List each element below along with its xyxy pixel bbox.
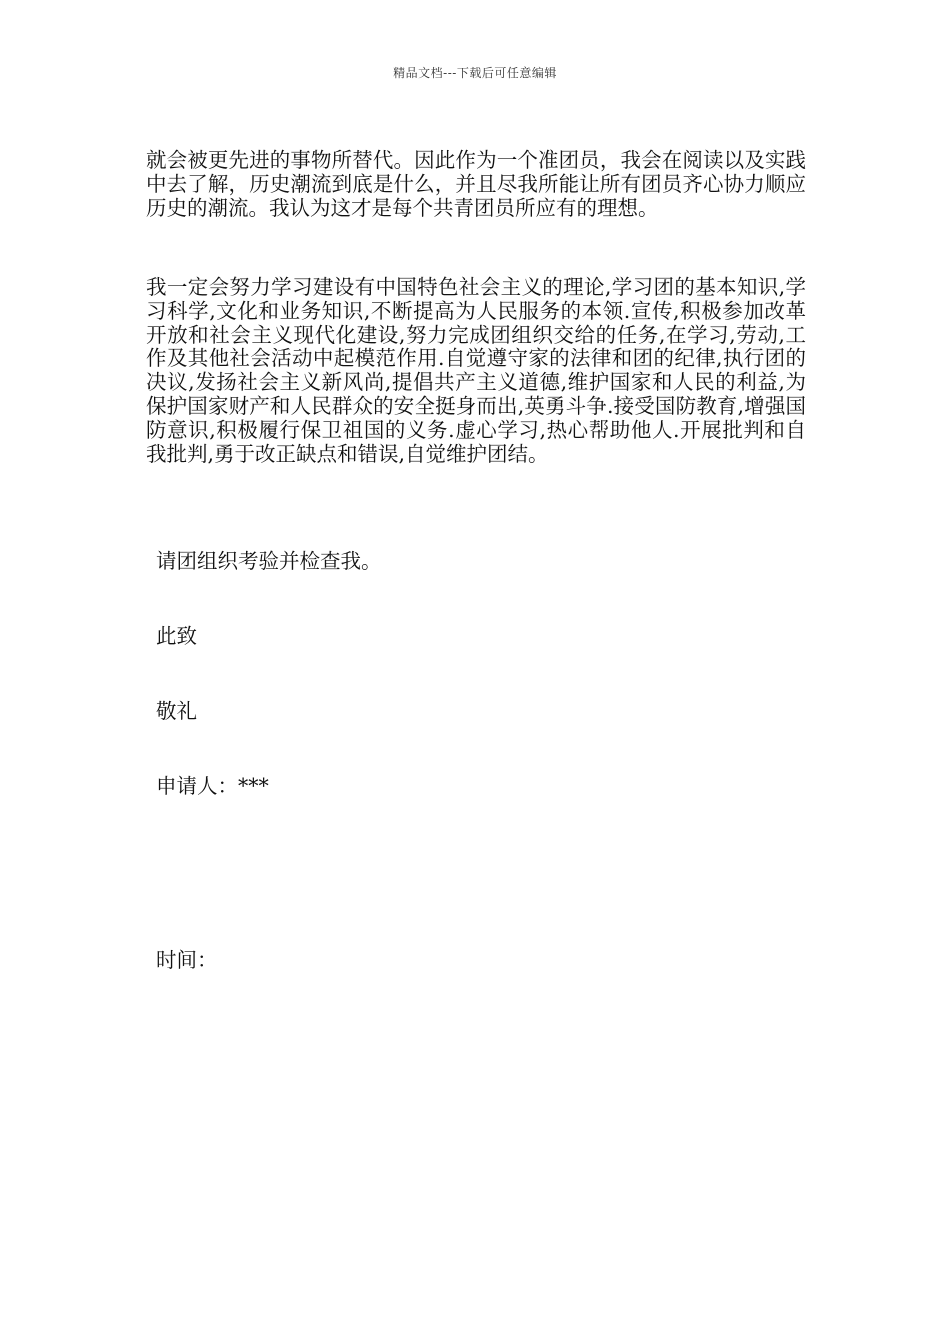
salutation-closing: 此致	[156, 624, 197, 648]
request-line: 请团组织考验并检查我。	[156, 549, 382, 573]
paragraph-1: 就会被更先进的事物所替代。因此作为一个准团员，我会在阅读以及实践中去了解，历史潮流到底是什么，并且尽我所能让所有团员齐心协力顺应历史的潮流。我认为这才是每个共青团员所应有的理想。	[146, 148, 806, 220]
page-header: 精品文档---下载后可任意编辑	[393, 66, 557, 80]
salutation-regards: 敬礼	[156, 699, 197, 723]
time-line: 时间：	[156, 948, 218, 972]
applicant-line: 申请人：***	[156, 774, 269, 798]
paragraph-2: 我一定会努力学习建设有中国特色社会主义的理论,学习团的基本知识,学习科学,文化和业务知识,不断提高为人民服务的本领.宣传,积极参加改革开放和社会主义现代化建设,努力完成团组织交给的任务,在学习,劳动,工作及其他社会活动中起模范作用.自觉遵守家的法律和团的纪律,执行团的决议,发扬社会主义新风尚,提倡共产主义道德,维护国家和人民的利益,为保护国家财产和人民群众的安全挺身而出,英勇斗争.接受国防教育,增强国防意识,积极履行保卫祖国的义务.虚心学习,热心帮助他人.开展批判和自我批判,勇于改正缺点和错误,自觉维护团结。	[146, 275, 806, 466]
